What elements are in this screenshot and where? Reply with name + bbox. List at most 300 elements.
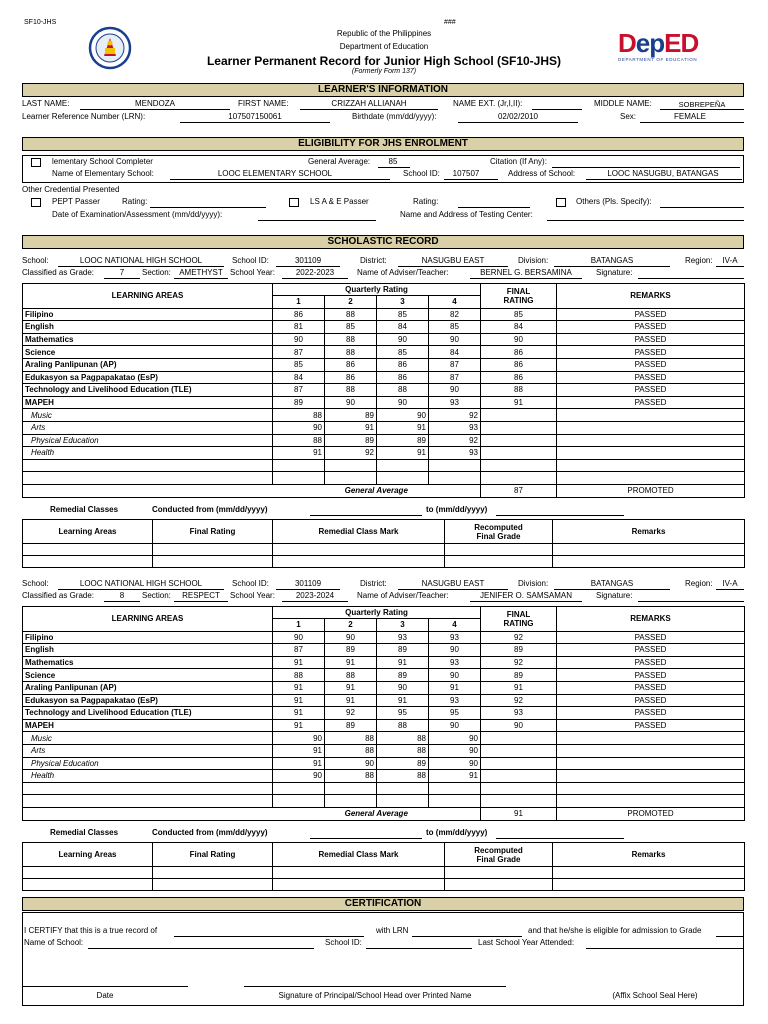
quarter-grade[interactable]: 93	[429, 447, 481, 460]
pept-checkbox[interactable]	[31, 198, 41, 207]
q3-header: 3	[377, 619, 429, 632]
subject-name: Science	[23, 669, 273, 682]
district-label: District:	[360, 579, 387, 588]
district-value[interactable]: NASUGBU EAST	[421, 579, 485, 588]
quarter-grade[interactable]: 88	[377, 384, 429, 397]
remedial-final-rating-header: Final Rating	[153, 520, 273, 544]
remedial-mark-header: Remedial Class Mark	[273, 520, 445, 544]
quarter-grade[interactable]: 91	[325, 681, 377, 694]
grade-value[interactable]: 7	[119, 268, 125, 277]
quarter-grade[interactable]: 89	[273, 396, 325, 409]
quarter-grade[interactable]: 91	[273, 681, 325, 694]
subject-row	[23, 631, 745, 644]
quarter-grade[interactable]: 91	[273, 757, 325, 770]
certify-text: I CERTIFY that this is a true record of	[24, 926, 158, 935]
quarter-grade[interactable]: 89	[377, 434, 429, 447]
final-rating-header: FINAL RATING	[481, 607, 557, 632]
quarter-grade[interactable]: 91	[377, 656, 429, 669]
mapeh-component: Music	[23, 409, 273, 422]
quarter-grade[interactable]: 87	[273, 384, 325, 397]
quarter-grade[interactable]: 90	[273, 770, 325, 783]
subject-row	[23, 694, 745, 707]
sex-label: Sex:	[620, 112, 637, 121]
remedial-table	[22, 842, 745, 891]
school-year-value[interactable]: 2022-2023	[295, 268, 335, 277]
remedial-row	[23, 879, 745, 891]
quarter-grade[interactable]: 88	[325, 770, 377, 783]
subject-name: Filipino	[23, 308, 273, 321]
quarter-grade[interactable]: 91	[273, 744, 325, 757]
subject-remarks[interactable]: PASSED	[557, 707, 745, 720]
division-value[interactable]: BATANGAS	[590, 579, 634, 588]
quarter-grade[interactable]: 89	[325, 409, 377, 422]
quarter-grade[interactable]: 89	[325, 434, 377, 447]
conducted-to-label: to (mm/dd/yyyy)	[426, 505, 488, 514]
name-ext-label: NAME EXT. (Jr,I,II):	[453, 99, 523, 108]
school-id-value[interactable]: 301109	[294, 256, 322, 265]
quarter-grade[interactable]: 91	[377, 421, 429, 434]
remedial-remarks-header: Remarks	[553, 843, 745, 867]
quarter-grade[interactable]: 90	[429, 744, 481, 757]
quarter-grade[interactable]: 91	[273, 656, 325, 669]
final-rating-header: FINAL RATING	[481, 284, 557, 309]
quarter-grade[interactable]: 90	[377, 681, 429, 694]
subject-remarks[interactable]: PASSED	[557, 308, 745, 321]
region-label: Region:	[685, 256, 713, 265]
quarter-grade[interactable]: 89	[377, 669, 429, 682]
pept-rating-label: Rating:	[122, 197, 148, 206]
school-year-value[interactable]: 2023-2024	[295, 591, 335, 600]
quarter-grade[interactable]: 88	[273, 434, 325, 447]
last-name-value[interactable]: MENDOZA	[135, 99, 175, 108]
others-checkbox[interactable]	[556, 198, 566, 207]
elem-completer-label: lementary School Completer	[52, 157, 153, 166]
subject-remarks[interactable]: PASSED	[557, 719, 745, 732]
quarter-grade[interactable]: 88	[325, 333, 377, 346]
subject-remarks[interactable]: PASSED	[557, 669, 745, 682]
quarter-grade[interactable]: 90	[273, 631, 325, 644]
signature-label: Signature:	[596, 268, 633, 277]
cert-date-label: Date	[96, 991, 114, 1000]
section-label: Section:	[142, 268, 171, 277]
quarter-grade[interactable]: 90	[429, 732, 481, 745]
subject-remarks[interactable]: PASSED	[557, 631, 745, 644]
quarter-grade[interactable]: 90	[429, 669, 481, 682]
citation-label: Citation (If Any):	[490, 157, 547, 166]
section-label: Section:	[142, 591, 171, 600]
elem-address-label: Address of School:	[508, 169, 576, 178]
quarter-grade[interactable]: 85	[273, 358, 325, 371]
conducted-from-label: Conducted from (mm/dd/yyyy)	[152, 505, 268, 514]
middle-name-label: MIDDLE NAME:	[594, 99, 652, 108]
grade-label: Classified as Grade:	[22, 268, 95, 277]
eligibility-header: ELIGIBILITY FOR JHS ENROLMENT	[22, 137, 744, 151]
quarter-grade[interactable]: 91	[325, 694, 377, 707]
subject-remarks[interactable]: PASSED	[557, 333, 745, 346]
quarter-grade[interactable]: 88	[377, 770, 429, 783]
elem-school-name-value[interactable]: LOOC ELEMENTARY SCHOOL	[217, 169, 333, 178]
subject-name: Technology and Livelihood Education (TLE)	[23, 384, 273, 397]
mapeh-row	[23, 434, 745, 447]
others-label: Others (Pls. Specify):	[576, 197, 652, 206]
testing-center-label: Name and Address of Testing Center:	[400, 210, 533, 219]
certification-header: CERTIFICATION	[22, 897, 744, 911]
remedial-row	[23, 556, 745, 568]
school-value[interactable]: LOOC NATIONAL HIGH SCHOOL	[79, 256, 203, 265]
quarter-grade[interactable]: 84	[273, 371, 325, 384]
mapeh-component: Physical Education	[23, 434, 273, 447]
quarter-grade[interactable]: 88	[325, 732, 377, 745]
mapeh-component: Arts	[23, 421, 273, 434]
cert-seal-label: (Affix School Seal Here)	[612, 991, 698, 1000]
general-average-value[interactable]: 91	[481, 807, 557, 820]
adviser-label: Name of Adviser/Teacher:	[357, 268, 449, 277]
cert-last-sy-label: Last School Year Attended:	[478, 938, 575, 947]
adviser-value[interactable]: BERNEL G. BERSAMINA	[480, 268, 572, 277]
quarter-grade[interactable]: 90	[273, 333, 325, 346]
elem-school-id-label: School ID:	[403, 169, 440, 178]
quarter-grade[interactable]: 89	[377, 757, 429, 770]
blank-row	[23, 472, 745, 485]
school-year-label: School Year:	[230, 268, 275, 277]
subject-row	[23, 707, 745, 720]
subject-name: Araling Panlipunan (AP)	[23, 681, 273, 694]
quarter-grade[interactable]: 87	[429, 371, 481, 384]
subject-row	[23, 384, 745, 397]
subject-row	[23, 644, 745, 657]
deped-logo: DepED DEPARTMENT OF EDUCATION	[618, 28, 699, 62]
subject-name: Filipino	[23, 631, 273, 644]
quarter-grade[interactable]: 90	[429, 384, 481, 397]
quarter-grade[interactable]: 95	[429, 707, 481, 720]
quarter-grade[interactable]: 86	[325, 358, 377, 371]
quarter-grade[interactable]: 92	[325, 447, 377, 460]
scholastic-header: SCHOLASTIC RECORD	[22, 235, 744, 249]
subject-row	[23, 396, 745, 409]
quarter-grade[interactable]: 88	[273, 409, 325, 422]
q1-header: 1	[273, 296, 325, 309]
division-value[interactable]: BATANGAS	[590, 256, 634, 265]
general-average-value[interactable]: 87	[481, 484, 557, 497]
quarter-grade[interactable]: 93	[377, 631, 429, 644]
quarter-grade[interactable]: 88	[377, 744, 429, 757]
remedial-table	[22, 519, 745, 568]
quarter-grade[interactable]: 84	[377, 321, 429, 334]
subject-name: MAPEH	[23, 396, 273, 409]
blank-row	[23, 459, 745, 472]
elem-school-id-value[interactable]: 107507	[452, 169, 480, 178]
final-grade[interactable]: 91	[481, 681, 557, 694]
adviser-label: Name of Adviser/Teacher:	[357, 591, 449, 600]
quarter-grade[interactable]: 90	[429, 333, 481, 346]
school-label: School:	[22, 256, 49, 265]
remedial-mark-header: Remedial Class Mark	[273, 843, 445, 867]
blank-row	[23, 795, 745, 808]
q2-header: 2	[325, 296, 377, 309]
signature-label: Signature:	[596, 591, 633, 600]
quarter-grade[interactable]: 90	[377, 396, 429, 409]
quarter-grade[interactable]: 91	[429, 681, 481, 694]
final-grade[interactable]: 85	[481, 308, 557, 321]
mapeh-row	[23, 757, 745, 770]
grades-table	[22, 283, 745, 498]
quarter-grade[interactable]: 87	[273, 644, 325, 657]
quarter-grade[interactable]: 91	[273, 719, 325, 732]
final-grade[interactable]: 88	[481, 384, 557, 397]
school-id-label: School ID:	[232, 579, 269, 588]
quarter-grade[interactable]: 92	[429, 409, 481, 422]
quarter-grade[interactable]: 87	[273, 346, 325, 359]
subject-remarks[interactable]: PASSED	[557, 656, 745, 669]
final-grade[interactable]: 86	[481, 358, 557, 371]
quarter-grade[interactable]: 90	[429, 757, 481, 770]
adviser-value[interactable]: JENIFER O. SAMSAMAN	[479, 591, 572, 600]
mapeh-row	[23, 447, 745, 460]
quarter-grade[interactable]: 86	[377, 358, 429, 371]
quarter-grade[interactable]: 82	[429, 308, 481, 321]
remedial-remarks-header: Remarks	[553, 520, 745, 544]
q4-header: 4	[429, 296, 481, 309]
lrn-value[interactable]: 107507150061	[228, 112, 282, 121]
quarter-grade[interactable]: 85	[377, 346, 429, 359]
quarter-grade[interactable]: 88	[377, 732, 429, 745]
final-grade[interactable]: 84	[481, 321, 557, 334]
quarter-grade[interactable]: 89	[325, 719, 377, 732]
grades-table	[22, 606, 745, 821]
quarter-grade[interactable]: 93	[429, 631, 481, 644]
remedial-learning-areas-header: Learning Areas	[23, 843, 153, 867]
quarter-grade[interactable]: 86	[273, 308, 325, 321]
region-label: Region:	[685, 579, 713, 588]
quarter-grade[interactable]: 90	[325, 396, 377, 409]
final-grade[interactable]: 93	[481, 707, 557, 720]
district-value[interactable]: NASUGBU EAST	[421, 256, 485, 265]
quarter-grade[interactable]: 84	[429, 346, 481, 359]
final-grade[interactable]: 86	[481, 371, 557, 384]
subject-row	[23, 333, 745, 346]
cert-signature-label: Signature of Principal/School Head over Printed Name	[278, 991, 472, 1000]
mapeh-row	[23, 421, 745, 434]
quarter-grade[interactable]: 93	[429, 421, 481, 434]
school-year-label: School Year:	[230, 591, 275, 600]
sex-value[interactable]: FEMALE	[673, 112, 706, 121]
subject-name: Edukasyon sa Pagpapakatao (EsP)	[23, 371, 273, 384]
q1-header: 1	[273, 619, 325, 632]
quarterly-header: Quarterly Rating	[273, 607, 481, 619]
quarter-grade[interactable]: 91	[429, 770, 481, 783]
subject-remarks[interactable]: PASSED	[557, 384, 745, 397]
quarter-grade[interactable]: 88	[325, 346, 377, 359]
subject-row	[23, 681, 745, 694]
final-grade[interactable]: 90	[481, 333, 557, 346]
section-value[interactable]: AMETHYST	[179, 268, 223, 277]
subject-remarks[interactable]: PASSED	[557, 358, 745, 371]
first-name-value[interactable]: CRIZZAH ALLIANAH	[331, 99, 407, 108]
general-average-label: General Average	[273, 484, 481, 497]
school-value[interactable]: LOOC NATIONAL HIGH SCHOOL	[79, 579, 203, 588]
region-value[interactable]: IV-A	[722, 579, 738, 588]
quarter-grade[interactable]: 88	[377, 719, 429, 732]
quarter-grade[interactable]: 89	[377, 644, 429, 657]
general-remarks[interactable]: PROMOTED	[557, 807, 745, 820]
als-checkbox[interactable]	[289, 198, 299, 207]
subject-remarks[interactable]: PASSED	[557, 371, 745, 384]
subject-remarks[interactable]: PASSED	[557, 321, 745, 334]
elem-school-name-label: Name of Elementary School:	[52, 169, 154, 178]
remarks-header: REMARKS	[557, 284, 745, 309]
mapeh-component: Physical Education	[23, 757, 273, 770]
final-grade[interactable]: 86	[481, 346, 557, 359]
division-label: Division:	[518, 579, 549, 588]
final-grade[interactable]: 89	[481, 669, 557, 682]
quarter-grade[interactable]: 95	[377, 707, 429, 720]
quarter-grade[interactable]: 85	[325, 321, 377, 334]
quarter-grade[interactable]: 90	[377, 333, 429, 346]
birthdate-value[interactable]: 02/02/2010	[497, 112, 539, 121]
subject-name: English	[23, 321, 273, 334]
conducted-to-label: to (mm/dd/yyyy)	[426, 828, 488, 837]
final-grade[interactable]: 91	[481, 396, 557, 409]
recomputed-header: Recomputed Final Grade	[445, 843, 553, 867]
q2-header: 2	[325, 619, 377, 632]
learning-areas-header: LEARNING AREAS	[23, 284, 273, 309]
subject-remarks[interactable]: PASSED	[557, 346, 745, 359]
section-value[interactable]: RESPECT	[182, 591, 220, 600]
learning-areas-header: LEARNING AREAS	[23, 607, 273, 632]
subject-row	[23, 656, 745, 669]
with-lrn-label: with LRN	[376, 926, 409, 935]
subject-remarks[interactable]: PASSED	[557, 681, 745, 694]
quarter-grade[interactable]: 90	[429, 719, 481, 732]
quarter-grade[interactable]: 93	[429, 694, 481, 707]
quarter-grade[interactable]: 91	[273, 707, 325, 720]
general-average-value[interactable]: 85	[388, 157, 398, 166]
final-grade[interactable]: 92	[481, 656, 557, 669]
middle-name-value[interactable]: SOBREPEÑA	[678, 100, 726, 109]
birthdate-label: Birthdate (mm/dd/yyyy):	[352, 112, 437, 121]
quarter-grade[interactable]: 90	[325, 757, 377, 770]
final-grade[interactable]: 92	[481, 694, 557, 707]
quarter-grade[interactable]: 89	[325, 644, 377, 657]
final-grade[interactable]: 89	[481, 644, 557, 657]
subject-name: Science	[23, 346, 273, 359]
quarter-grade[interactable]: 86	[377, 371, 429, 384]
subject-row	[23, 719, 745, 732]
region-value[interactable]: IV-A	[722, 256, 738, 265]
quarter-grade[interactable]: 88	[325, 744, 377, 757]
subject-row	[23, 669, 745, 682]
subject-name: Araling Panlipunan (AP)	[23, 358, 273, 371]
pept-label: PEPT Passer	[52, 197, 100, 206]
grade-value[interactable]: 8	[119, 591, 125, 600]
blank-row	[23, 782, 745, 795]
mapeh-component: Music	[23, 732, 273, 745]
quarter-grade[interactable]: 90	[273, 421, 325, 434]
grade-label: Classified as Grade:	[22, 591, 95, 600]
quarter-grade[interactable]: 91	[325, 421, 377, 434]
mapeh-row	[23, 409, 745, 422]
school-id-label: School ID:	[232, 256, 269, 265]
quarter-grade[interactable]: 93	[429, 656, 481, 669]
quarter-grade[interactable]: 93	[429, 396, 481, 409]
quarter-grade[interactable]: 88	[273, 669, 325, 682]
quarter-grade[interactable]: 90	[325, 631, 377, 644]
school-label: School:	[22, 579, 49, 588]
last-name-label: LAST NAME:	[22, 99, 70, 108]
eligible-text: and that he/she is eligible for admission to Grade	[528, 926, 702, 935]
quarter-grade[interactable]: 88	[325, 384, 377, 397]
quarter-grade[interactable]: 88	[325, 308, 377, 321]
quarter-grade[interactable]: 91	[273, 694, 325, 707]
subject-name: English	[23, 644, 273, 657]
division-label: Division:	[518, 256, 549, 265]
quarter-grade[interactable]: 85	[377, 308, 429, 321]
page-title: Learner Permanent Record for Junior High School (SF10-JHS)	[206, 54, 562, 68]
conducted-from-label: Conducted from (mm/dd/yyyy)	[152, 828, 268, 837]
school-id-value[interactable]: 301109	[294, 579, 322, 588]
subject-remarks[interactable]: PASSED	[557, 694, 745, 707]
subject-row	[23, 308, 745, 321]
remedial-final-rating-header: Final Rating	[153, 843, 273, 867]
quarter-grade[interactable]: 90	[429, 644, 481, 657]
quarter-grade[interactable]: 92	[429, 434, 481, 447]
formerly-label: (Formerly Form 137)	[351, 68, 417, 75]
remarks-header: REMARKS	[557, 607, 745, 632]
final-grade[interactable]: 90	[481, 719, 557, 732]
quarter-grade[interactable]: 90	[377, 409, 429, 422]
first-name-label: FIRST NAME:	[238, 99, 289, 108]
subject-name: MAPEH	[23, 719, 273, 732]
remedial-label: Remedial Classes	[50, 505, 119, 514]
quarter-grade[interactable]: 85	[429, 321, 481, 334]
quarter-grade[interactable]: 86	[325, 371, 377, 384]
mapeh-row	[23, 770, 745, 783]
department-label: Department of Education	[339, 42, 429, 51]
recomputed-header: Recomputed Final Grade	[445, 520, 553, 544]
remedial-row	[23, 867, 745, 879]
elem-address-value[interactable]: LOOC NASUGBU, BATANGAS	[607, 169, 719, 178]
quarter-grade[interactable]: 91	[325, 656, 377, 669]
quarter-grade[interactable]: 90	[273, 732, 325, 745]
republic-label: Republic of the Philippines	[336, 29, 432, 38]
form-code: SF10-JHS	[24, 19, 57, 26]
als-label: LS A & E Passer	[310, 197, 369, 206]
exam-date-label: Date of Examination/Assessment (mm/dd/yyyy):	[52, 210, 223, 219]
deped-seal-logo	[78, 26, 142, 70]
general-remarks[interactable]: PROMOTED	[557, 484, 745, 497]
other-credential-label: Other Credential Presented	[22, 185, 120, 194]
quarter-grade[interactable]: 81	[273, 321, 325, 334]
final-grade[interactable]: 92	[481, 631, 557, 644]
quarter-grade[interactable]: 88	[325, 669, 377, 682]
quarter-grade[interactable]: 92	[325, 707, 377, 720]
quarter-grade[interactable]: 91	[273, 447, 325, 460]
mapeh-component: Arts	[23, 744, 273, 757]
subject-row	[23, 371, 745, 384]
subject-row	[23, 358, 745, 371]
elem-completer-checkbox[interactable]	[31, 158, 41, 167]
subject-name: Edukasyon sa Pagpapakatao (EsP)	[23, 694, 273, 707]
subject-remarks[interactable]: PASSED	[557, 644, 745, 657]
quarter-grade[interactable]: 91	[377, 447, 429, 460]
remedial-label: Remedial Classes	[50, 828, 119, 837]
subject-remarks[interactable]: PASSED	[557, 396, 745, 409]
quarter-grade[interactable]: 87	[429, 358, 481, 371]
mapeh-component: Health	[23, 770, 273, 783]
cert-school-name-label: Name of School:	[24, 938, 84, 947]
quarter-grade[interactable]: 91	[377, 694, 429, 707]
subject-row	[23, 321, 745, 334]
